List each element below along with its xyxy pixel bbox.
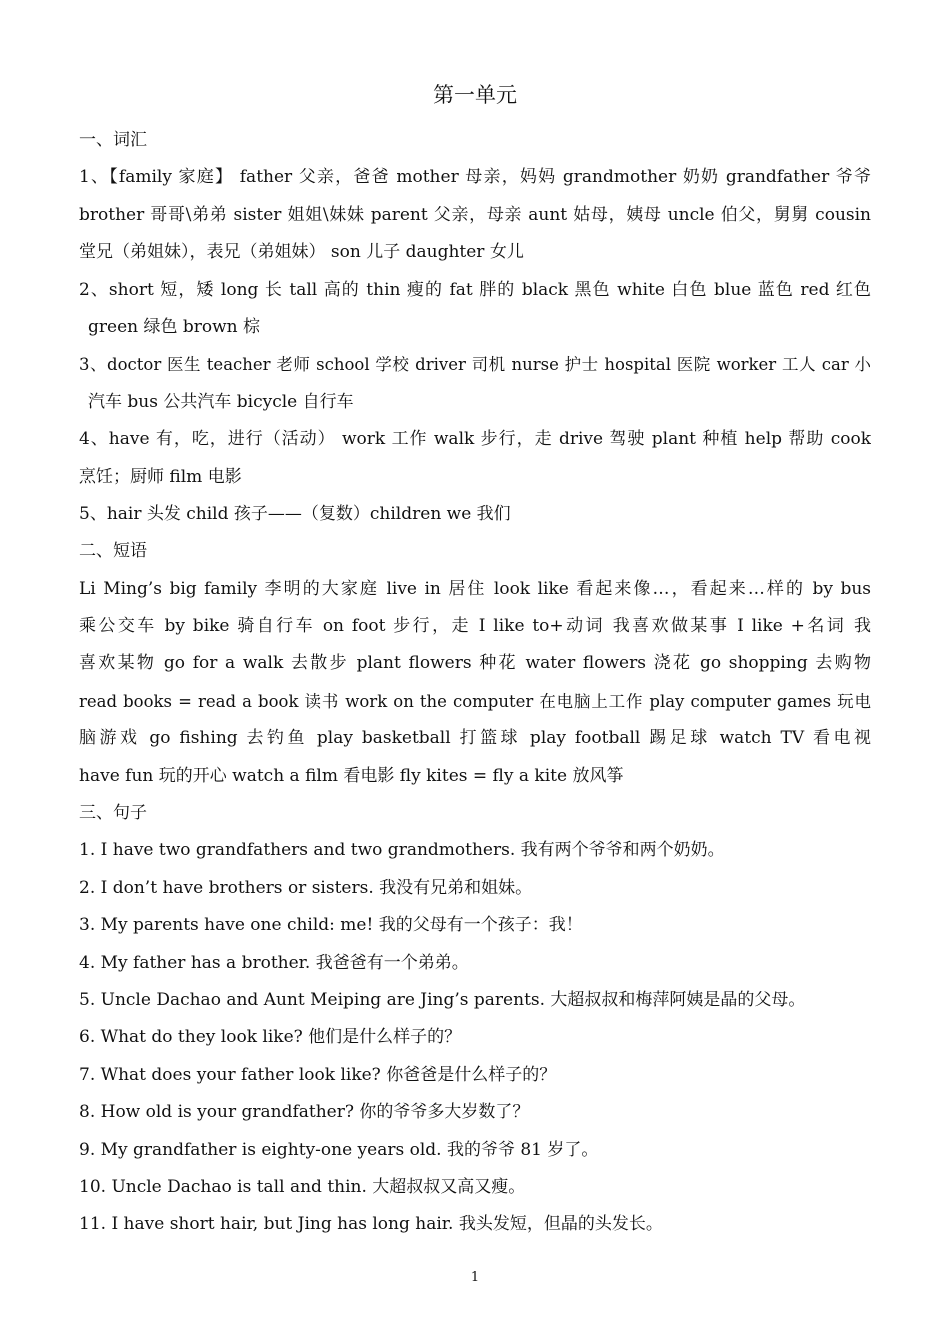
vocab-line: 5、hair 头发 child 孩子——（复数）children we 我们 bbox=[79, 503, 511, 524]
phrase-line: have fun 玩的开心 watch a film 看电影 fly kites = fly a kite 放风筝 bbox=[79, 765, 624, 786]
sentence-line: 2. I don’t have brothers or sisters. 我没有兄弟和姐妹。 bbox=[79, 877, 533, 898]
sentence-line: 4. My father has a brother. 我爸爸有一个弟弟。 bbox=[79, 952, 469, 973]
sentence-line: 11. I have short hair, but Jing has long hair. 我头发短，但晶的头发长。 bbox=[79, 1214, 663, 1235]
vocab-line: 4、have 有，吃，进行（活动） work 工作 walk 步行，走 drive 驾驶 plant 种植 help 帮助 cook bbox=[79, 429, 871, 450]
sentence-line: 3. My parents have one child: me! 我的父母有一个孩子：我！ bbox=[79, 915, 583, 936]
sentence-line: 5. Uncle Dachao and Aunt Meiping are Jing’s parents. 大超叔叔和梅萍阿姨是晶的父母。 bbox=[79, 989, 806, 1010]
vocab-line: 1、【family 家庭】 father 父亲，爸爸 mother 母亲，妈妈 grandmother 奶奶 grandfather 爷爷 bbox=[79, 167, 871, 188]
phrase-line: 喜欢某物 go for a walk 去散步 plant flowers 种花 water flowers 浇花 go shopping 去购物 bbox=[79, 653, 871, 674]
sentence-line: 7. What does your father look like? 你爸爸是什么样子的？ bbox=[79, 1064, 557, 1085]
phrase-line: read books = read a book 读书 work on the computer 在电脑上工作 play computer games 玩电 bbox=[79, 691, 871, 711]
section-heading-sentences: 三、句子 bbox=[79, 803, 147, 824]
sentence-line: 8. How old is your grandfather? 你的爷爷多大岁数了？ bbox=[79, 1102, 530, 1123]
vocab-line: 烹饪；厨师 film 电影 bbox=[79, 466, 242, 487]
vocab-line: 堂兄（弟姐妹），表兄（弟姐妹） son 儿子 daughter 女儿 bbox=[79, 242, 524, 263]
vocab-line: 汽车 bus 公共汽车 bicycle 自行车 bbox=[88, 391, 354, 412]
sentence-line: 6. What do they look like? 他们是什么样子的？ bbox=[79, 1027, 462, 1048]
sentence-line: 1. I have two grandfathers and two grandmothers. 我有两个爷爷和两个奶奶。 bbox=[79, 840, 725, 861]
document-body bbox=[79, 122, 871, 1244]
page-number: 1 bbox=[470, 1270, 480, 1285]
phrase-line: 乘公交车 by bike 骑自行车 on foot 步行，走 I like to+动词 我喜欢做某事 I like +名词 我 bbox=[79, 616, 871, 637]
vocab-line: green 绿色 brown 棕 bbox=[88, 316, 261, 337]
vocab-line: brother 哥哥\弟弟 sister 姐姐\妹妹 parent 父亲，母亲 aunt 姑母，姨母 uncle 伯父，舅舅 cousin bbox=[79, 204, 871, 225]
phrase-line: 脑游戏 go fishing 去钓鱼 play basketball 打篮球 play football 踢足球 watch TV 看电视 bbox=[79, 728, 871, 749]
phrase-line: Li Ming’s big family 李明的大家庭 live in 居住 look like 看起来像…，看起来…样的 by bus bbox=[79, 578, 871, 599]
sentence-line: 9. My grandfather is eighty-one years old. 我的爷爷 81 岁了。 bbox=[79, 1139, 599, 1160]
section-heading-phrases: 二、短语 bbox=[79, 541, 147, 562]
vocab-line: 3、doctor 医生 teacher 老师 school 学校 driver 司机 nurse 护士 hospital 医院 worker 工人 car 小 bbox=[79, 355, 871, 375]
vocab-line: 2、short 短，矮 long 长 tall 高的 thin 瘦的 fat 胖的 black 黑色 white 白色 blue 蓝色 red 红色 bbox=[79, 279, 871, 300]
page-title: 第一单元 bbox=[433, 83, 517, 107]
section-heading-vocab: 一、词汇 bbox=[79, 130, 147, 150]
sentence-line: 10. Uncle Dachao is tall and thin. 大超叔叔又高又瘦。 bbox=[79, 1176, 526, 1197]
